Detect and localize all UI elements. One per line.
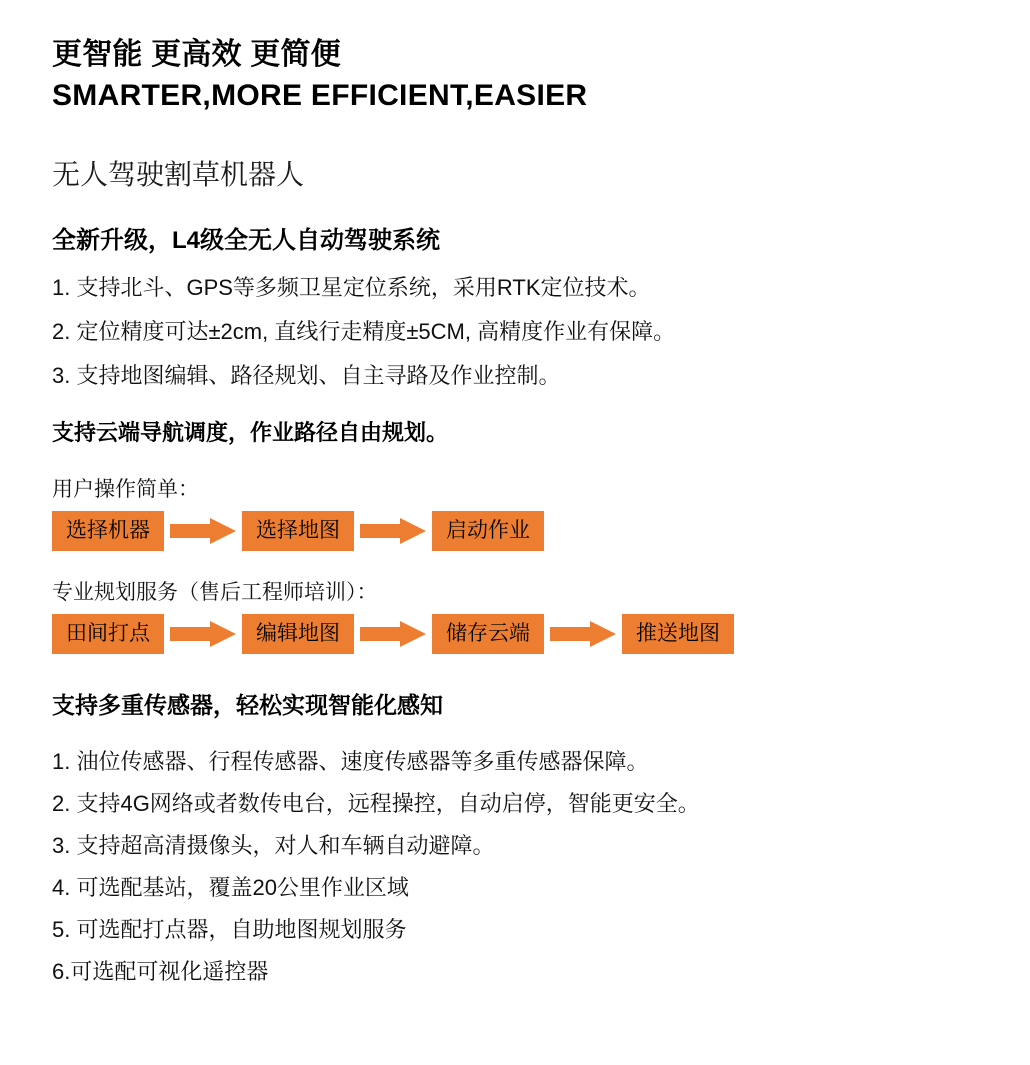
flow-step-box: 编辑地图 xyxy=(242,614,354,654)
section-one-heading: 全新升级，L4级全无人自动驾驶系统 xyxy=(52,227,441,255)
arrow-right-icon xyxy=(170,518,236,544)
list-item: 3. 支持地图编辑、路径规划、自主寻路及作业控制。 xyxy=(52,363,561,389)
list-item: 1. 支持北斗、GPS等多频卫星定位系统，采用RTK定位技术。 xyxy=(52,275,651,301)
flow-one-label: 用户操作简单： xyxy=(52,477,199,501)
document-content xyxy=(52,34,972,997)
headline-block xyxy=(52,34,972,117)
section-one-subheading: 支持云端导航调度，作业路径自由规划。 xyxy=(52,420,449,446)
list-item: 2. 定位精度可达±2cm, 直线行走精度±5CM, 高精度作业有保障。 xyxy=(52,319,676,345)
flow-step-box: 启动作业 xyxy=(432,511,544,551)
list-item: 5. 可选配打点器，自助地图规划服务 xyxy=(52,917,407,943)
headline-line-english: SMARTER,MORE EFFICIENT,EASIER xyxy=(52,79,588,113)
section-two-heading: 支持多重传感器，轻松实现智能化感知 xyxy=(52,692,443,719)
arrow-right-icon xyxy=(360,621,426,647)
arrow-right-icon xyxy=(170,621,236,647)
arrow-right-icon xyxy=(360,518,426,544)
headline-line-chinese: 更智能 更高效 更简便 xyxy=(52,38,341,71)
flow-step-box: 田间打点 xyxy=(52,614,164,654)
list-item: 3. 支持超高清摄像头，对人和车辆自动避障。 xyxy=(52,833,495,859)
list-item: 6.可选配可视化遥控器 xyxy=(52,959,269,985)
list-item: 2. 支持4G网络或者数传电台，远程操控，自动启停，智能更安全。 xyxy=(52,791,700,817)
flow-two-label: 专业规划服务（售后工程师培训）： xyxy=(52,581,378,605)
flow-step-box: 选择地图 xyxy=(242,511,354,551)
flow-step-box: 储存云端 xyxy=(432,614,544,654)
flow-two-row xyxy=(52,614,972,654)
section-one-list xyxy=(52,272,972,392)
flow-step-box: 推送地图 xyxy=(622,614,734,654)
product-subtitle: 无人驾驶割草机器人 xyxy=(52,158,305,190)
list-item: 1. 油位传感器、行程传感器、速度传感器等多重传感器保障。 xyxy=(52,749,649,775)
section-two-list xyxy=(52,745,972,988)
arrow-right-icon xyxy=(550,621,616,647)
list-item: 4. 可选配基站，覆盖20公里作业区域 xyxy=(52,875,409,901)
flow-step-box: 选择机器 xyxy=(52,511,164,551)
flow-one-row xyxy=(52,511,972,551)
